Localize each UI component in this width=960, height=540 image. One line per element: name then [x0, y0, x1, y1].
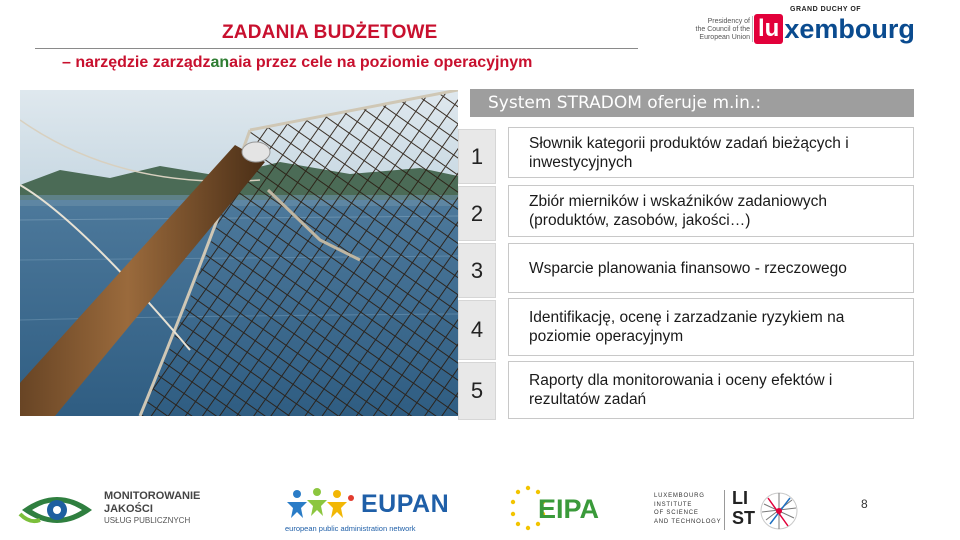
list-network-icon: [758, 490, 800, 532]
subtitle-part-2: aia przez cele na poziomie operacyjnym: [229, 54, 533, 71]
slide-title: ZADANIA BUDŻETOWE: [222, 22, 438, 43]
title-divider: [35, 48, 638, 49]
item-text-5: Raporty dla monitorowania i oceny efektów i rezultatów zadań: [508, 361, 914, 419]
presidency-separator: [752, 16, 753, 42]
figures-icon: [283, 486, 359, 520]
mj-line-1: MONITOROWANIE: [104, 490, 201, 502]
presidency-line-3: European Union: [699, 34, 750, 41]
eipa-wordmark: EIPA: [538, 494, 600, 524]
list-wordmark-bottom: ST: [732, 508, 756, 528]
luxembourg-logo-rest: xembourg: [784, 13, 915, 44]
eupan-logo: [283, 484, 473, 536]
item-number-5: 5: [458, 362, 496, 420]
monitorowanie-jakosci-logo: [18, 488, 248, 532]
slide-subtitle: [62, 54, 532, 72]
item-text-3: Wsparcie planowania finansowo - rzeczowego: [508, 243, 914, 293]
list-line-4: AND TECHNOLOGY: [654, 518, 722, 525]
eye-icon: [18, 490, 96, 530]
luxembourg-logo-lu: lu: [754, 14, 783, 44]
mj-line-2: JAKOŚCI: [104, 503, 153, 515]
list-line-2: INSTITUTE: [654, 501, 693, 508]
sailboat-net-photo: [20, 90, 458, 416]
presidency-line-2: the Council of the: [695, 26, 750, 33]
subtitle-highlight: an: [210, 54, 230, 71]
luxembourg-logo: [754, 12, 915, 46]
item-number-3: 3: [458, 243, 496, 298]
list-separator: [724, 490, 725, 530]
list-logo: [654, 490, 804, 532]
subtitle-part-1: – narzędzie zarządz: [62, 54, 211, 71]
item-number-4: 4: [458, 300, 496, 360]
list-line-1: LUXEMBOURG: [654, 493, 705, 499]
presidency-caption: [676, 18, 750, 42]
item-number-2: 2: [458, 186, 496, 241]
system-header-text: System STRADOM oferuje m.in.:: [488, 93, 762, 113]
eupan-tagline: european public administration network: [285, 524, 416, 533]
item-text-4: Identifikację, ocenę i zarzadzanie ryzykiem na poziomie operacyjnym: [508, 298, 914, 356]
list-wordmark: [732, 488, 755, 528]
eupan-wordmark: EUPAN: [361, 490, 450, 518]
item-number-1: 1: [458, 129, 496, 184]
mj-line-3: USŁUG PUBLICZNYCH: [104, 516, 191, 525]
presidency-line-1: Presidency of: [707, 18, 750, 25]
list-line-3: OF SCIENCE: [654, 510, 699, 516]
list-caption: [654, 492, 721, 526]
item-text-2: Zbiór mierników i wskaźników zadaniowych (produktów, zasobów, jakości…): [508, 185, 914, 237]
page-number: 8: [861, 497, 868, 511]
list-wordmark-top: LI: [732, 488, 748, 508]
item-text-1: Słownik kategorii produktów zadań bieżących i inwestycyjnych: [508, 127, 914, 178]
eipa-logo: [508, 484, 618, 534]
grand-duchy-label: GRAND DUCHY OF: [790, 6, 862, 13]
